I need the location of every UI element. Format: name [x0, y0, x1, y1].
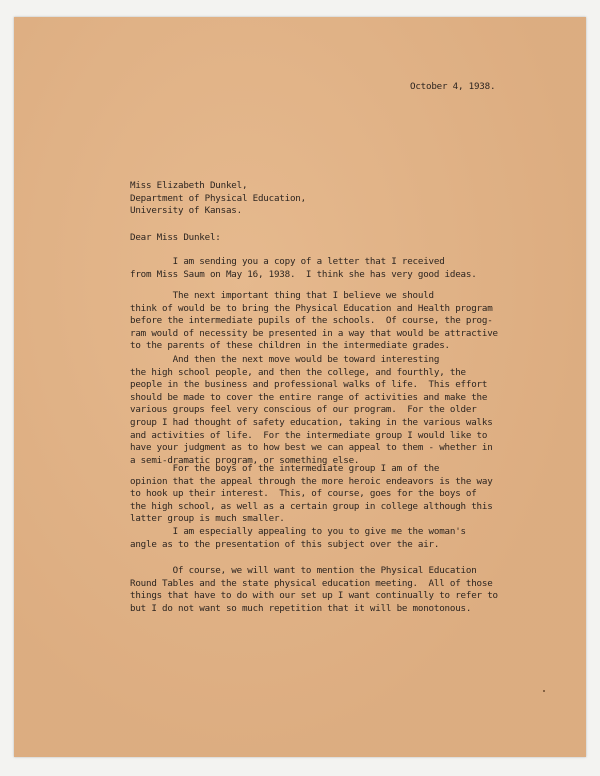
paragraph-6: [130, 565, 498, 615]
text-line: before the intermediate pupils of the schools. Of course, the prog-: [130, 315, 493, 327]
recipient-line: Miss Elizabeth Dunkel,: [130, 180, 248, 191]
text-line: latter group is much smaller.: [130, 513, 285, 525]
text-line: should be made to cover the entire range of activities and make the: [130, 391, 488, 403]
text-line: to the parents of these children in the intermediate grades.: [130, 340, 450, 352]
text-line: I am sending you a copy of a letter that I received: [130, 256, 445, 267]
recipient-address: [130, 180, 306, 218]
paragraph-2: [130, 290, 498, 353]
salutation: Dear Miss Dunkel:: [130, 232, 221, 243]
text-line: And then the next move would be toward interesting: [130, 354, 440, 365]
paragraph-3: [130, 354, 493, 467]
recipient-line: Department of Physical Education,: [130, 192, 306, 204]
paragraph-1: [130, 256, 477, 281]
paragraph-4: [130, 463, 493, 526]
text-line: The next important thing that I believe we should: [130, 290, 434, 301]
text-line: but I do not want so much repetition that it will be monotonous.: [130, 602, 472, 614]
text-line: various groups feel very conscious of our program. For the older: [130, 404, 477, 416]
text-line: I am especially appealing to you to give me the woman's: [130, 526, 466, 537]
text-line: opinion that the appeal through the more heroic endeavors is the way: [130, 475, 493, 487]
text-line: from Miss Saum on May 16, 1938. I think she has very good ideas.: [130, 268, 477, 280]
text-line: things that have to do with our set up I want continually to refer to: [130, 590, 498, 602]
letter-date: October 4, 1938.: [410, 81, 496, 92]
text-line: the high school people, and then the college, and fourthly, the: [130, 366, 466, 378]
text-line: to hook up their interest. This, of course, goes for the boys of: [130, 488, 477, 500]
text-line: people in the business and professional walks of life. This effort: [130, 379, 488, 391]
text-line: the high school, as well as a certain group in college although this: [130, 500, 493, 512]
recipient-line: University of Kansas.: [130, 205, 242, 217]
text-line: ram would of necessity be presented in a way that would be attractive: [130, 327, 498, 339]
text-line: group I had thought of safety education, taking in the various walks: [130, 416, 493, 428]
text-line: a semi-dramatic program, or something else.: [130, 454, 360, 466]
text-line: and activities of life. For the intermediate group I would like to: [130, 429, 488, 441]
text-line: angle as to the presentation of this subject over the air.: [130, 538, 440, 550]
ink-speck: [543, 690, 545, 692]
text-line: have your judgment as to how best we can appeal to them - whether in: [130, 442, 493, 454]
text-line: Of course, we will want to mention the Physical Education: [130, 565, 477, 576]
text-line: Round Tables and the state physical education meeting. All of those: [130, 577, 493, 589]
text-line: think of would be to bring the Physical Education and Health program: [130, 302, 493, 314]
text-line: For the boys of the intermediate group I am of the: [130, 463, 440, 474]
paragraph-5: [130, 526, 466, 551]
